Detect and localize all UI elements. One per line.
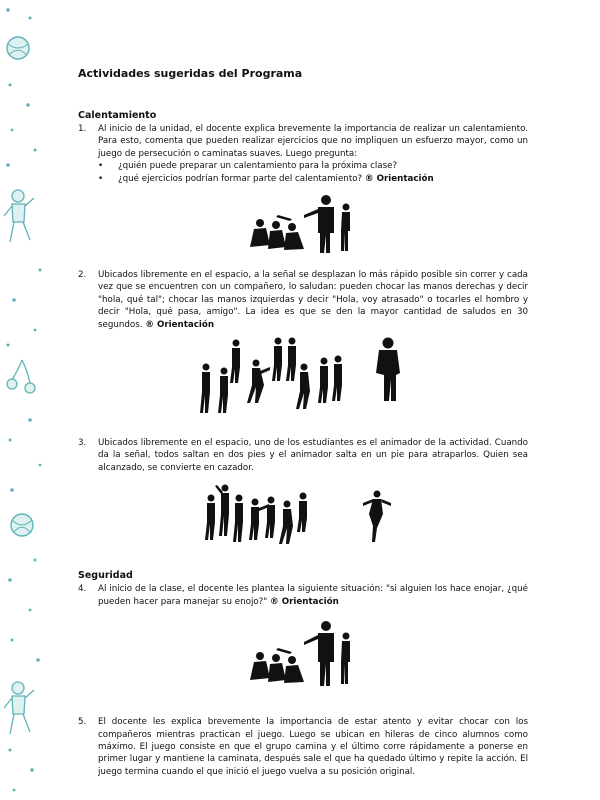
bullet-text: ¿qué ejercicios podrían formar parte del calentamiento? [118, 173, 363, 184]
bullet-icon: • [98, 161, 104, 172]
item-number: 3. [78, 438, 87, 449]
bullet-text: ¿quién puede preparar un calentamiento para la próxima clase? [118, 161, 398, 172]
item-text: El docente les explica brevemente la importancia de estar atento y evitar chocar con los compañeros mientras practican el juego. Luego se ubican en hileras de cinco alumnos como máximo. El juego consiste en que el grupo camina y el último corre rápidamente a ponerse en primer lugar y mantiene la caminata, después sale el que ha quedado último y repite la acción. El juego termina cuando el que inició el juego vuelva a su posición original. [98, 717, 528, 777]
bullet-item [98, 173, 528, 185]
illustration-teacher-group [248, 620, 358, 690]
orientation-tag: ® Orientación [364, 173, 434, 184]
child-figure-icon [4, 190, 34, 242]
child-figure-icon [4, 682, 34, 734]
bullet-icon: • [98, 173, 104, 184]
illustration-teacher-group [248, 195, 358, 255]
item-number: 2. [78, 270, 87, 281]
item-number: 4. [78, 584, 87, 595]
item-text: Ubicados libremente en el espacio, uno de los estudiantes es el animador de la actividad. Cuando da la señal, todos saltan en dos pies y el animador salta en un pie para atraparlos. Quien sea alcanzado, se convierte en cazador. [98, 438, 528, 473]
activity-item [78, 437, 528, 474]
illustration-jumping-children [203, 484, 403, 546]
activity-item [78, 123, 528, 160]
item-text: Al inicio de la unidad, el docente explica brevemente la importancia de realizar un calentamiento. Para esto, comenta que pueden realizar ejercicios que no impliquen un esfuerzo mayor, como un juego de persecución o caminatas suaves. Luego pregunta: [98, 124, 528, 159]
orientation-tag: ® Orientación [145, 319, 215, 330]
cherries-icon [7, 360, 35, 393]
item-number: 5. [78, 717, 87, 728]
item-text: Al inicio de la clase, el docente les plantea la siguiente situación: "si alguien los hace enojar, ¿qué pueden hacer para manejar su enojo?" [98, 584, 528, 607]
margin-decoration [0, 0, 55, 800]
illustration-greeting-group [198, 337, 408, 415]
item-text: Ubicados libremente en el espacio, a la señal se desplazan lo más rápido posible sin correr y cada vez que se encuentren con un compañero, lo saludan: pueden chocar las manos derechas y decir "hola, qué tal"; chocar las manos izquierdas y decir "Hola, voy atrasado" o tocarles el hombro y decir "Hola, qué pasa, amigo". La idea es que se den la mayor cantidad de saludos en 30 segundos. [98, 270, 528, 330]
document-page [78, 62, 528, 778]
ball-icon [11, 514, 33, 536]
bullet-item [98, 160, 528, 172]
section-heading-safety: Seguridad [78, 570, 133, 582]
activity-item [78, 716, 528, 778]
activity-item [78, 269, 528, 331]
ball-icon [7, 37, 29, 59]
page-title: Actividades sugeridas del Programa [78, 67, 303, 80]
item-number: 1. [78, 124, 87, 134]
section-heading-warmup: Calentamiento [78, 110, 157, 121]
orientation-tag: ® Orientación [270, 596, 339, 607]
activity-item [78, 583, 528, 608]
